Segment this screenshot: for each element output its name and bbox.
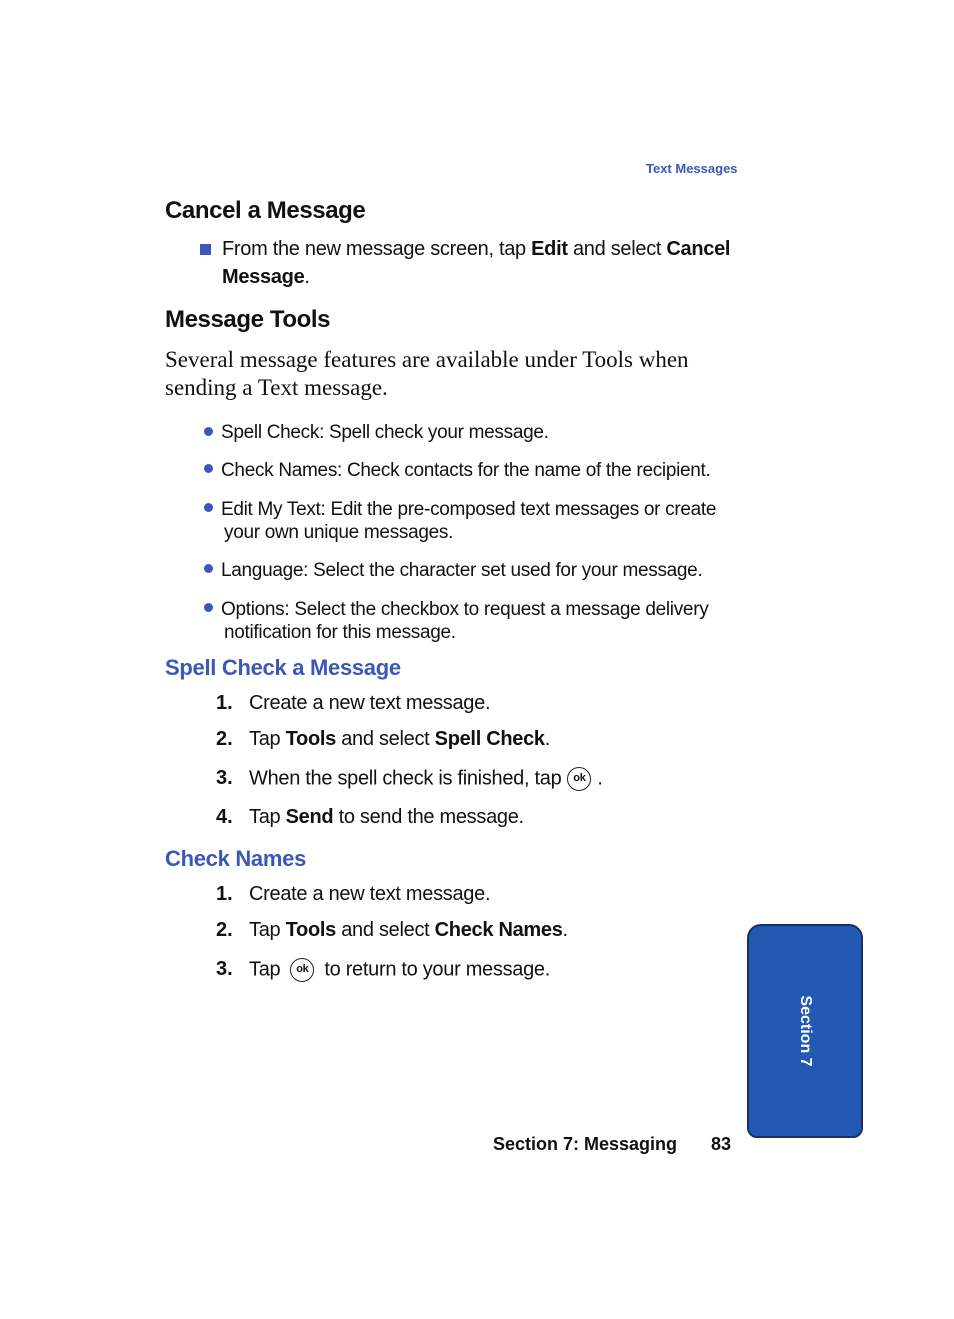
names-step-1: Create a new text message. bbox=[249, 883, 491, 905]
bullet-dot-icon bbox=[204, 603, 213, 612]
spell-step-2: Tap Tools and select Spell Check. bbox=[249, 728, 551, 750]
section-side-tab bbox=[747, 924, 863, 1138]
spell-check-heading: Spell Check a Message bbox=[165, 655, 401, 680]
step-number: 1. bbox=[216, 692, 233, 714]
page-number: 83 bbox=[711, 1134, 732, 1154]
step-number: 3. bbox=[216, 767, 233, 789]
ok-key-icon: ok bbox=[290, 958, 314, 982]
step-number: 4. bbox=[216, 806, 233, 828]
names-step-3: Tap ok to return to your message. bbox=[249, 958, 551, 981]
spell-step-1: Create a new text message. bbox=[249, 692, 491, 714]
bullet-dot-icon bbox=[204, 427, 213, 436]
step-number: 2. bbox=[216, 728, 233, 750]
message-tools-heading: Message Tools bbox=[165, 306, 331, 333]
step-number: 1. bbox=[216, 883, 233, 905]
running-head: Text Messages bbox=[646, 161, 738, 176]
bullet-dot-icon bbox=[204, 464, 213, 473]
message-tools-intro: Several message features are available under Tools when sending a Text message. bbox=[165, 347, 689, 400]
cancel-message-instruction: From the new message screen, tap Edit and select Cancel Message. bbox=[222, 238, 731, 288]
step-number: 3. bbox=[216, 958, 233, 980]
tools-bullet-language: Language: Select the character set used for your message. bbox=[221, 560, 703, 581]
cancel-message-heading: Cancel a Message bbox=[165, 197, 366, 224]
step-number: 2. bbox=[216, 919, 233, 941]
check-names-heading: Check Names bbox=[165, 846, 306, 871]
spell-step-4: Tap Send to send the message. bbox=[249, 806, 524, 828]
tools-bullet-check-names: Check Names: Check contacts for the name of the recipient. bbox=[221, 460, 711, 481]
names-step-2: Tap Tools and select Check Names. bbox=[249, 919, 568, 941]
section-tab-label: Section 7 bbox=[797, 995, 814, 1067]
tools-bullet-spell-check: Spell Check: Spell check your message. bbox=[221, 422, 549, 443]
spell-step-3: When the spell check is finished, tap ok . bbox=[249, 767, 603, 790]
tools-bullet-edit-my-text: Edit My Text: Edit the pre-composed text messages or create your own unique messages. bbox=[221, 499, 717, 543]
bullet-dot-icon bbox=[204, 503, 213, 512]
ok-key-icon: ok bbox=[567, 767, 591, 791]
footer-section-title: Section 7: Messaging bbox=[493, 1134, 678, 1154]
tools-bullet-options: Options: Select the checkbox to request a message delivery notification for this message. bbox=[221, 599, 709, 643]
square-bullet-icon bbox=[200, 244, 211, 255]
bullet-dot-icon bbox=[204, 564, 213, 573]
